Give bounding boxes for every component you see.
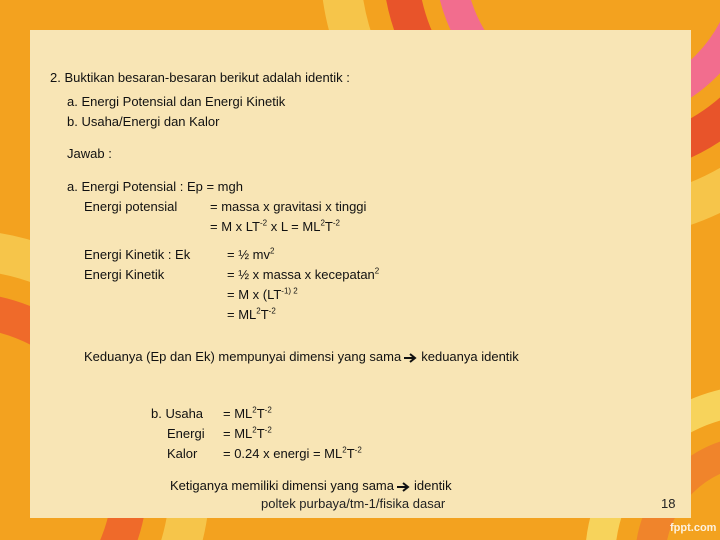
answer-heading: Jawab : bbox=[67, 146, 112, 161]
slide-footer: poltek purbaya/tm-1/fisika dasar bbox=[261, 496, 446, 511]
ep-label: Energi potensial bbox=[84, 199, 178, 214]
ek-label-1: Energi Kinetik : Ek bbox=[84, 247, 191, 262]
b-value-kalor: = 0.24 x energi = $ML^2T^{-2}$ bbox=[223, 445, 362, 461]
question-title: 2. Buktikan besaran-besaran berikut adalah identik : bbox=[50, 70, 350, 85]
b-label-usaha: b. Usaha bbox=[151, 406, 204, 421]
ek-value-4: = $ML^2T^{-2}$ bbox=[227, 306, 276, 322]
page-number: 18 bbox=[661, 496, 676, 511]
question-b: b. Usaha/Energi dan Kalor bbox=[67, 114, 220, 129]
ek-label-2: Energi Kinetik bbox=[84, 267, 165, 282]
ek-value-1: = ½ $mv^2$ bbox=[227, 246, 275, 262]
b-label-energi: Energi bbox=[167, 426, 205, 441]
ek-value-3: = M x ($LT^{-1) 2}$ bbox=[227, 286, 298, 302]
ep-formula: a. Energi Potensial : Ep = mgh bbox=[67, 179, 243, 194]
b-value-usaha: = $ML^2T^{-2}$ bbox=[223, 405, 272, 421]
b-value-energi: = $ML^2T^{-2}$ bbox=[223, 425, 272, 441]
question-a: a. Energi Potensial dan Energi Kinetik bbox=[67, 94, 286, 109]
conclusion-a: Keduanya (Ep dan Ek) mempunyai dimensi yang sama keduanya identik bbox=[84, 349, 519, 364]
b-label-kalor: Kalor bbox=[167, 446, 198, 461]
ep-value-1: = massa x gravitasi x tinggi bbox=[210, 199, 367, 214]
right-arrow-icon bbox=[397, 482, 411, 492]
right-arrow-icon bbox=[404, 353, 418, 363]
ep-value-2: = M x $LT^{-2}$ x $L = ML^2T^{-2}$ bbox=[210, 218, 340, 234]
brand-watermark: fppt.com bbox=[670, 522, 717, 534]
conclusion-b: Ketiganya memiliki dimensi yang sama identik bbox=[170, 478, 452, 493]
ek-value-2: = ½ x massa x kecepatan$^2$ bbox=[227, 266, 380, 282]
